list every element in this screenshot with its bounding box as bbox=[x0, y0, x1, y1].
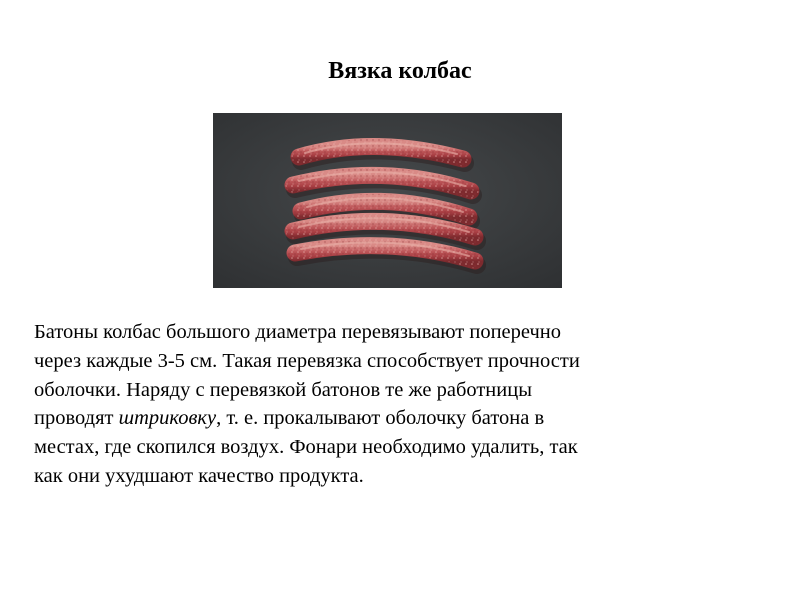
body-line: оболочки. Наряду с перевязкой батонов те же работницы bbox=[34, 378, 532, 401]
slide-title: Вязка колбас bbox=[328, 58, 472, 84]
sausage-links-photo bbox=[213, 113, 562, 288]
body-line: через каждые 3-5 см. Такая перевязка способствует прочности bbox=[34, 349, 580, 372]
body-line: Батоны колбас большого диаметра перевязывают поперечно bbox=[34, 321, 562, 343]
body-line: местах, где скопился воздух. Фонари необходимо удалить, так bbox=[34, 436, 578, 459]
slide-body-text bbox=[34, 318, 774, 491]
body-text-fragment: , т. е. прокалывают оболочку батона в bbox=[216, 407, 545, 430]
term-emphasis: штриковку bbox=[118, 407, 217, 430]
body-line bbox=[34, 404, 774, 433]
sausage-image bbox=[213, 113, 562, 288]
body-text-fragment: проводят bbox=[34, 407, 119, 430]
body-line: как они ухудшают качество продукта. bbox=[34, 464, 364, 487]
